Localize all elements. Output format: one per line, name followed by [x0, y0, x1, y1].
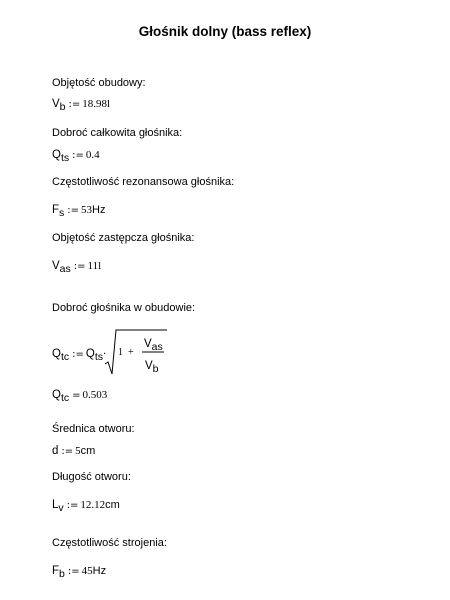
- box-q-formula[interactable]: [52, 328, 202, 376]
- variable-unit: Hz: [92, 565, 107, 577]
- port-length-label: Długość otworu:: [52, 471, 131, 483]
- variable-symbol: Q: [52, 348, 61, 360]
- definition-operator: :=: [67, 205, 80, 216]
- variable-subscript: as: [59, 263, 71, 275]
- formula-one: 1: [118, 347, 123, 358]
- variable-value: 11l: [87, 260, 102, 272]
- definition-operator: :=: [72, 150, 84, 161]
- variable-value: 5: [75, 445, 81, 457]
- variable-subscript: tc: [60, 351, 70, 363]
- fraction-denominator: [145, 356, 159, 374]
- tuning-frequency-label: Częstotliwość strojenia:: [52, 537, 167, 549]
- resonant-frequency-label: Częstotliwość rezonansowa głośnika:: [52, 176, 235, 188]
- definition-operator: :=: [73, 261, 86, 272]
- variable-value: 45: [81, 565, 93, 577]
- definition-operator: :=: [61, 446, 74, 457]
- numerator-symbol: V: [144, 338, 152, 350]
- definition-operator: :=: [66, 500, 79, 511]
- tuning-frequency-expression[interactable]: [52, 564, 106, 579]
- factor-symbol: Q: [85, 348, 95, 360]
- box-q-result[interactable]: [52, 388, 107, 403]
- denominator-symbol: V: [145, 360, 153, 372]
- multiply-dot: ·: [103, 349, 107, 360]
- variable-subscript: s: [59, 207, 65, 219]
- total-q-label: Dobroć całkowita głośnika:: [52, 127, 183, 139]
- variable-unit: Hz: [92, 204, 106, 216]
- variable-subscript: b: [59, 568, 65, 580]
- equals-operator: =: [72, 390, 81, 401]
- variable-symbol: F: [52, 565, 60, 577]
- variable-symbol: V: [52, 260, 60, 272]
- numerator-subscript: as: [151, 341, 163, 353]
- page-title: Głośnik dolny (bass reflex): [138, 24, 312, 39]
- variable-subscript: ts: [60, 152, 70, 164]
- variable-value: 12.12: [80, 499, 106, 511]
- enclosure-volume-expression[interactable]: [52, 97, 110, 112]
- resonant-frequency-expression[interactable]: [52, 203, 105, 218]
- variable-subscript: b: [59, 101, 66, 113]
- variable-symbol: F: [52, 204, 60, 216]
- port-diameter-expression[interactable]: [52, 444, 95, 459]
- variable-value: 53: [81, 204, 93, 216]
- equivalent-volume-label: Objętość zastępcza głośnika:: [52, 232, 195, 244]
- result-value: 0.503: [82, 389, 108, 401]
- variable-symbol: L: [52, 499, 59, 511]
- definition-operator: :=: [68, 99, 81, 110]
- variable-symbol: d: [52, 445, 59, 457]
- factor-subscript: ts: [94, 351, 103, 363]
- denominator-subscript: b: [152, 363, 159, 375]
- equivalent-volume-expression[interactable]: [52, 259, 101, 274]
- variable-subscript: tc: [60, 392, 70, 404]
- fraction-numerator: [144, 334, 163, 352]
- formula-plus: +: [128, 347, 134, 358]
- variable-symbol: Q: [52, 149, 61, 161]
- variable-unit: cm: [80, 445, 96, 457]
- enclosure-volume-label: Objętość obudowy:: [52, 77, 146, 89]
- port-length-expression[interactable]: [52, 498, 120, 513]
- variable-value: 0.4: [85, 149, 100, 161]
- definition-operator: :=: [72, 349, 84, 360]
- variable-symbol: Q: [52, 389, 61, 401]
- definition-operator: :=: [67, 566, 80, 577]
- variable-subscript: v: [58, 502, 64, 514]
- total-q-expression[interactable]: [52, 148, 100, 163]
- box-q-label: Dobroć głośnika w obudowie:: [52, 302, 196, 314]
- port-diameter-label: Średnica otworu:: [52, 423, 135, 435]
- variable-value: 18.98l: [82, 98, 111, 110]
- variable-symbol: V: [52, 98, 60, 110]
- variable-unit: cm: [105, 499, 120, 511]
